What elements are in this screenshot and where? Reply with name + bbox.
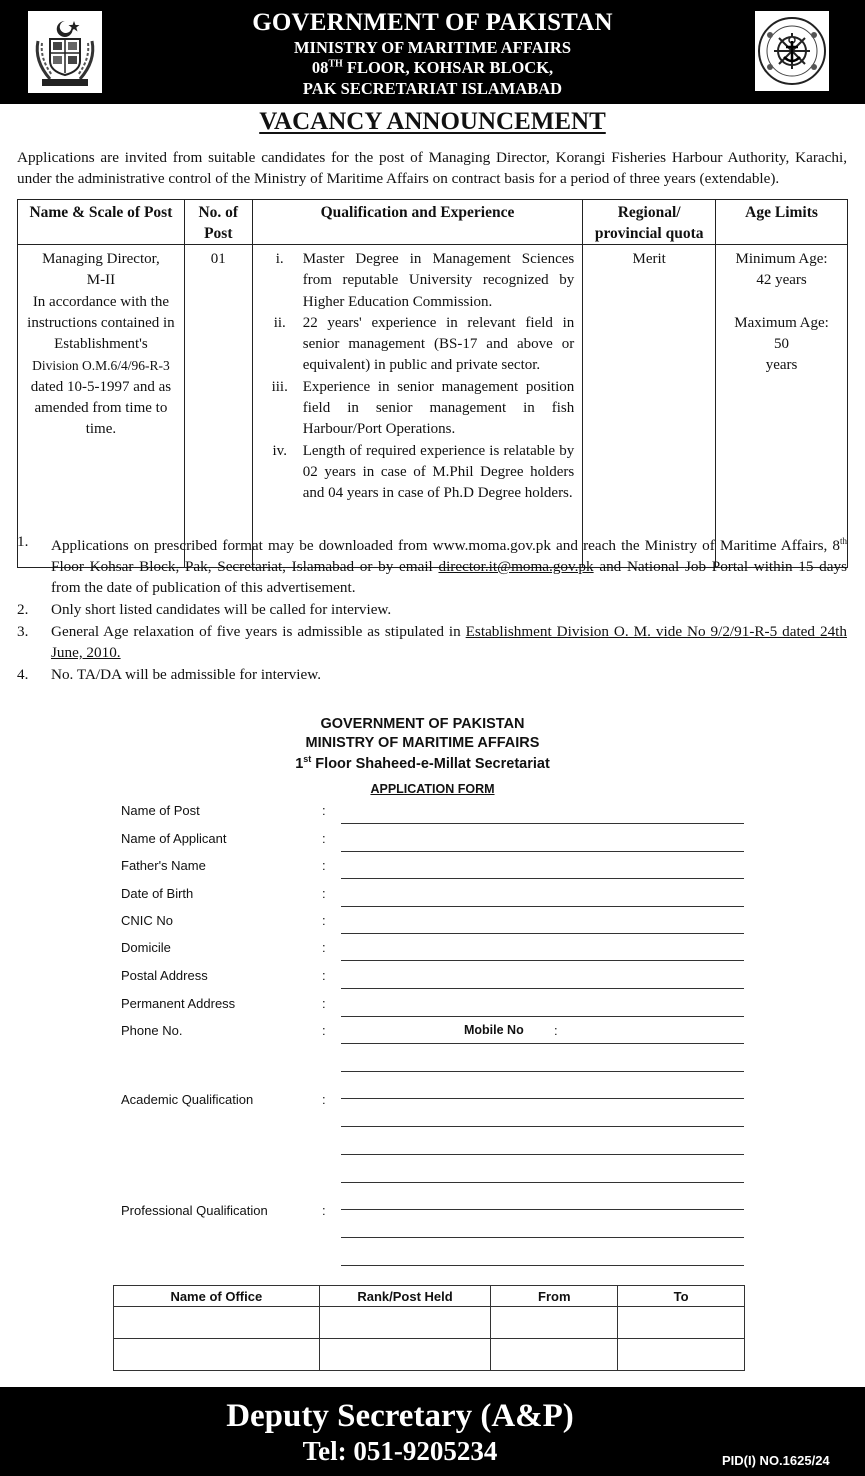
qualification-text: Master Degree in Management Sciences from reputable University recognized by Higher Education Commission. <box>302 251 575 310</box>
note-number: 2. <box>17 601 29 619</box>
experience-table <box>113 1285 745 1371</box>
note-1-part-a: Applications on prescribed format may be downloaded from www.moma.gov.pk and reach the Ministry of Maritime Affairs, 8 <box>51 537 840 555</box>
professional-input-line[interactable] <box>341 1237 744 1238</box>
email-link[interactable]: director.it@moma.gov.pk <box>438 558 594 576</box>
qualification-number: iv. <box>272 442 287 459</box>
vacancy-announcement-title: VACANCY ANNOUNCEMENT <box>259 108 606 135</box>
form-floor-number: 1 <box>295 755 304 772</box>
field-colon: : <box>322 968 326 983</box>
field-colon: : <box>322 803 326 818</box>
vacancy-table <box>17 199 848 568</box>
post-note-1: In accordance with the instructions contained in Establishment's <box>27 293 175 353</box>
vacancy-table-row <box>18 245 848 568</box>
col-header-qualification: Qualification and Experience <box>252 200 583 245</box>
floor-text: FLOOR, KOHSAR BLOCK, <box>342 58 554 77</box>
field-label-father: Father's Name <box>121 858 206 873</box>
experience-table-row <box>114 1339 745 1371</box>
field-colon: : <box>322 996 326 1011</box>
col-header-rank: Rank/Post Held <box>319 1286 491 1307</box>
field-label-post: Name of Post <box>121 803 200 818</box>
field-label-applicant: Name of Applicant <box>121 831 227 846</box>
academic-input-line[interactable] <box>341 1098 744 1099</box>
field-colon: : <box>322 858 326 873</box>
application-form-title: APPLICATION FORM <box>370 782 495 796</box>
to-cell[interactable] <box>618 1307 745 1339</box>
academic-input-line[interactable] <box>341 1182 744 1183</box>
to-cell[interactable] <box>618 1339 745 1371</box>
rank-cell[interactable] <box>319 1307 491 1339</box>
qualification-text: Length of required experience is relatable by 02 years in case of M.Phil Degree holders and 04 years in case of Ph.D Degree holders. <box>302 442 575 502</box>
col-header-from: From <box>491 1286 618 1307</box>
from-cell[interactable] <box>491 1339 618 1371</box>
field-colon: : <box>554 1023 558 1038</box>
form-address-line <box>0 754 845 772</box>
dob-input-line[interactable] <box>341 906 744 907</box>
field-colon: : <box>322 1023 326 1038</box>
note-item <box>17 621 847 663</box>
field-label-academic: Academic Qualification <box>121 1092 254 1107</box>
field-colon: : <box>322 940 326 955</box>
post-name-cell <box>18 245 185 568</box>
header-government-title: GOVERNMENT OF PAKISTAN <box>252 9 613 36</box>
academic-input-line[interactable] <box>341 1154 744 1155</box>
field-label-phone: Phone No. <box>121 1023 183 1038</box>
qualification-list <box>257 249 579 505</box>
post-note-om: Division O.M.6/4/96-R-3 <box>32 358 170 374</box>
form-floor-suffix: st <box>303 754 312 764</box>
post-input-line[interactable] <box>341 823 744 824</box>
qualification-cell <box>252 245 583 568</box>
note-number: 4. <box>17 666 29 684</box>
rank-cell[interactable] <box>319 1339 491 1371</box>
field-colon: : <box>322 831 326 846</box>
floor-number: 08 <box>311 58 329 77</box>
note-text: Only short listed candidates will be called for interview. <box>51 601 392 619</box>
professional-input-line[interactable] <box>341 1265 744 1266</box>
col-header-to: To <box>618 1286 745 1307</box>
pid-number: PID(I) NO.1625/24 <box>722 1453 830 1468</box>
field-colon: : <box>322 1203 326 1218</box>
field-label-postal: Postal Address <box>121 968 208 983</box>
form-floor-text: Floor Shaheed-e-Millat Secretariat <box>311 755 550 772</box>
age-limits-cell <box>716 245 848 568</box>
header-floor-line <box>0 58 865 78</box>
applicant-input-line[interactable] <box>341 851 744 852</box>
vacancy-table-header-row <box>18 200 848 245</box>
note-text <box>51 621 847 663</box>
floor-suffix: TH <box>328 58 343 70</box>
max-age-unit: years <box>765 357 798 374</box>
qualification-number: iii. <box>271 378 288 395</box>
qualification-item <box>257 249 579 313</box>
note-number: 1. <box>17 533 29 550</box>
experience-table-row <box>114 1307 745 1339</box>
col-header-quota: Regional/ provincial quota <box>583 200 716 245</box>
header-ministry-title: MINISTRY OF MARITIME AFFAIRS <box>293 38 572 57</box>
header-secretariat-line: PAK SECRETARIAT ISLAMABAD <box>302 79 563 98</box>
note-number: 3. <box>17 623 29 641</box>
intro-paragraph: Applications are invited from suitable candidates for the post of Managing Director, Korangi Fisheries Harbour Authority, Karachi, under the administrative control of the Ministry of Maritime Affairs on contract basis for a period of three years (extendable). <box>17 149 847 187</box>
experience-table-header-row <box>114 1286 745 1307</box>
footer-designation: Deputy Secretary (A&P) <box>226 1398 574 1434</box>
office-cell[interactable] <box>114 1339 320 1371</box>
post-scale: M-II <box>86 272 116 289</box>
field-colon: : <box>322 886 326 901</box>
col-header-no-of-post: No. of Post <box>184 200 252 245</box>
field-label-cnic: CNIC No <box>121 913 174 928</box>
footer-telephone: Tel: 051-9205234 <box>302 1436 498 1466</box>
col-header-age-limits: Age Limits <box>716 200 848 245</box>
qualification-item <box>257 377 579 441</box>
phone-input-line-2[interactable] <box>341 1071 744 1072</box>
col-header-name-scale: Name & Scale of Post <box>18 200 185 245</box>
field-colon: : <box>322 913 326 928</box>
qualification-text: Experience in senior management position field in senior management in fish Harbour/Port Operations. <box>302 378 575 438</box>
post-name: Managing Director, <box>42 251 160 267</box>
form-ministry-title: MINISTRY OF MARITIME AFFAIRS <box>305 735 540 751</box>
note-text <box>51 531 847 598</box>
domicile-input-line[interactable] <box>341 960 744 961</box>
field-label-dob: Date of Birth <box>121 886 194 901</box>
qualification-number: ii. <box>273 314 286 331</box>
field-label-professional: Professional Qualification <box>121 1203 268 1218</box>
note-text: No. TA/DA will be admissible for interview. <box>51 666 322 684</box>
note-item <box>17 599 847 620</box>
phone-input-line[interactable] <box>341 1043 744 1044</box>
form-government-title: GOVERNMENT OF PAKISTAN <box>320 716 525 732</box>
min-age-label: Minimum Age: <box>735 251 828 267</box>
note-1-part-b: Floor Kohsar Block, Pak, Secretariat, Islamabad or by email <box>51 558 439 576</box>
field-label-permanent: Permanent Address <box>121 996 236 1011</box>
professional-input-line[interactable] <box>341 1209 744 1210</box>
note-1-sup: th <box>839 536 847 546</box>
note-3-part-a: General Age relaxation of five years is admissible as stipulated in <box>51 623 466 641</box>
from-cell[interactable] <box>491 1307 618 1339</box>
field-label-domicile: Domicile <box>121 940 171 955</box>
notes-list <box>17 531 847 686</box>
note-item <box>17 531 847 598</box>
field-label-mobile: Mobile No <box>464 1023 524 1037</box>
max-age-label: Maximum Age: <box>734 314 829 331</box>
age-spacer <box>720 292 843 313</box>
permanent-input-line[interactable] <box>341 1016 744 1017</box>
note-1-part-c: and National Job Portal within 15 days from the date of publication of this advertisement. <box>51 558 847 597</box>
office-cell[interactable] <box>114 1307 320 1339</box>
cnic-input-line[interactable] <box>341 933 744 934</box>
establishment-reference: Establishment Division O. M. vide No 9/2/91-R-5 dated 24th June, 2010. <box>51 623 847 662</box>
qualification-number: i. <box>275 251 284 267</box>
qualification-item <box>257 441 579 505</box>
note-item <box>17 664 847 685</box>
qualification-item <box>257 313 579 377</box>
min-age-value: 42 years <box>756 272 807 289</box>
no-of-post-cell: 01 <box>184 245 252 568</box>
post-note-2: dated 10-5-1997 and as amended from time to time. <box>30 378 172 438</box>
father-input-line[interactable] <box>341 878 744 879</box>
academic-input-line[interactable] <box>341 1126 744 1127</box>
field-colon: : <box>322 1092 326 1107</box>
max-age-value: 50 <box>774 335 790 352</box>
col-header-office: Name of Office <box>114 1286 320 1307</box>
postal-input-line[interactable] <box>341 988 744 989</box>
qualification-text: 22 years' experience in relevant field in senior management (BS-17 and above or equivalent) in public and private sector. <box>302 314 575 374</box>
quota-cell: Merit <box>583 245 716 568</box>
